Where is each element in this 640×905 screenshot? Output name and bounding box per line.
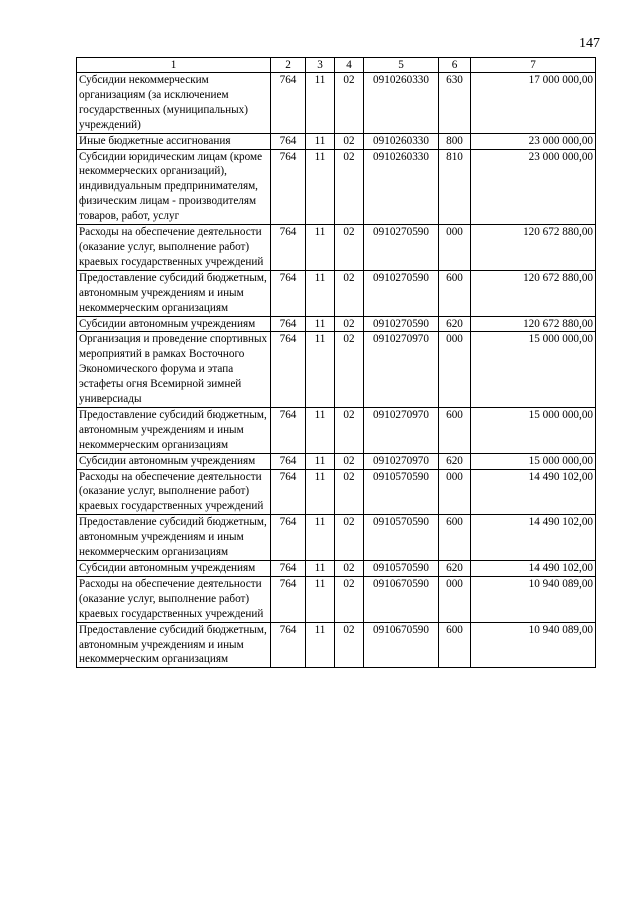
table-row xyxy=(77,316,596,332)
table-row xyxy=(77,622,596,668)
budget-table xyxy=(76,57,596,668)
subsection-code-cell: 02 xyxy=(335,453,364,469)
amount-cell: 14 490 102,00 xyxy=(471,561,596,577)
section-code-cell: 11 xyxy=(306,561,335,577)
section-code-cell: 11 xyxy=(306,407,335,453)
expense-type-cell: 800 xyxy=(439,133,471,149)
expense-name-cell: Субсидии юридическим лицам (кроме некоммерческих организаций), индивидуальным предпринимателям, физическим лицам - производителям товаров, работ, услуг xyxy=(77,149,271,225)
department-code-cell: 764 xyxy=(271,316,306,332)
expense-type-cell: 630 xyxy=(439,73,471,134)
amount-cell: 15 000 000,00 xyxy=(471,332,596,408)
subsection-code-cell: 02 xyxy=(335,149,364,225)
subsection-code-cell: 02 xyxy=(335,73,364,134)
table-row xyxy=(77,453,596,469)
expense-name-cell: Предоставление субсидий бюджетным, автономным учреждениям и иным некоммерческим организациям xyxy=(77,270,271,316)
section-code-cell: 11 xyxy=(306,453,335,469)
target-article-cell: 0910570590 xyxy=(364,469,439,515)
expense-type-cell: 620 xyxy=(439,453,471,469)
department-code-cell: 764 xyxy=(271,622,306,668)
amount-cell: 10 940 089,00 xyxy=(471,576,596,622)
department-code-cell: 764 xyxy=(271,73,306,134)
amount-cell: 17 000 000,00 xyxy=(471,73,596,134)
department-code-cell: 764 xyxy=(271,133,306,149)
expense-type-cell: 000 xyxy=(439,469,471,515)
target-article-cell: 0910270970 xyxy=(364,407,439,453)
table-row xyxy=(77,332,596,408)
table-row xyxy=(77,149,596,225)
subsection-code-cell: 02 xyxy=(335,225,364,271)
expense-name-cell: Предоставление субсидий бюджетным, автономным учреждениям и иным некоммерческим организациям xyxy=(77,622,271,668)
section-code-cell: 11 xyxy=(306,515,335,561)
table-header-row xyxy=(77,58,596,73)
expense-type-cell: 600 xyxy=(439,270,471,316)
target-article-cell: 0910270970 xyxy=(364,453,439,469)
header-col-1: 1 xyxy=(77,58,271,73)
target-article-cell: 0910270590 xyxy=(364,316,439,332)
amount-cell: 15 000 000,00 xyxy=(471,407,596,453)
department-code-cell: 764 xyxy=(271,149,306,225)
target-article-cell: 0910670590 xyxy=(364,576,439,622)
expense-name-cell: Расходы на обеспечение деятельности (оказание услуг, выполнение работ) краевых государственных учреждений xyxy=(77,225,271,271)
expense-name-cell: Расходы на обеспечение деятельности (оказание услуг, выполнение работ) краевых государственных учреждений xyxy=(77,469,271,515)
section-code-cell: 11 xyxy=(306,149,335,225)
department-code-cell: 764 xyxy=(271,453,306,469)
amount-cell: 10 940 089,00 xyxy=(471,622,596,668)
amount-cell: 23 000 000,00 xyxy=(471,133,596,149)
target-article-cell: 0910270970 xyxy=(364,332,439,408)
department-code-cell: 764 xyxy=(271,407,306,453)
table-body xyxy=(77,73,596,668)
section-code-cell: 11 xyxy=(306,576,335,622)
expense-type-cell: 000 xyxy=(439,225,471,271)
header-col-7: 7 xyxy=(471,58,596,73)
expense-name-cell: Субсидии автономным учреждениям xyxy=(77,561,271,577)
amount-cell: 120 672 880,00 xyxy=(471,270,596,316)
header-col-6: 6 xyxy=(439,58,471,73)
expense-name-cell: Субсидии автономным учреждениям xyxy=(77,316,271,332)
target-article-cell: 0910270590 xyxy=(364,270,439,316)
subsection-code-cell: 02 xyxy=(335,316,364,332)
expense-name-cell: Предоставление субсидий бюджетным, автономным учреждениям и иным некоммерческим организациям xyxy=(77,515,271,561)
section-code-cell: 11 xyxy=(306,133,335,149)
table-row xyxy=(77,515,596,561)
table-row xyxy=(77,73,596,134)
section-code-cell: 11 xyxy=(306,622,335,668)
header-col-2: 2 xyxy=(271,58,306,73)
table-row xyxy=(77,407,596,453)
expense-name-cell: Расходы на обеспечение деятельности (оказание услуг, выполнение работ) краевых государственных учреждений xyxy=(77,576,271,622)
subsection-code-cell: 02 xyxy=(335,332,364,408)
department-code-cell: 764 xyxy=(271,332,306,408)
amount-cell: 120 672 880,00 xyxy=(471,316,596,332)
target-article-cell: 0910670590 xyxy=(364,622,439,668)
section-code-cell: 11 xyxy=(306,73,335,134)
expense-name-cell: Субсидии автономным учреждениям xyxy=(77,453,271,469)
department-code-cell: 764 xyxy=(271,270,306,316)
expense-type-cell: 600 xyxy=(439,407,471,453)
amount-cell: 23 000 000,00 xyxy=(471,149,596,225)
expense-type-cell: 810 xyxy=(439,149,471,225)
expense-name-cell: Организация и проведение спортивных мероприятий в рамках Восточного Экономического форума и этапа эстафеты огня Всемирной зимней универсиады xyxy=(77,332,271,408)
expense-type-cell: 620 xyxy=(439,316,471,332)
department-code-cell: 764 xyxy=(271,515,306,561)
header-col-4: 4 xyxy=(335,58,364,73)
header-col-5: 5 xyxy=(364,58,439,73)
subsection-code-cell: 02 xyxy=(335,515,364,561)
section-code-cell: 11 xyxy=(306,270,335,316)
section-code-cell: 11 xyxy=(306,225,335,271)
target-article-cell: 0910260330 xyxy=(364,73,439,134)
expense-type-cell: 620 xyxy=(439,561,471,577)
header-col-3: 3 xyxy=(306,58,335,73)
target-article-cell: 0910570590 xyxy=(364,561,439,577)
expense-type-cell: 600 xyxy=(439,515,471,561)
subsection-code-cell: 02 xyxy=(335,561,364,577)
expense-type-cell: 000 xyxy=(439,576,471,622)
table-row xyxy=(77,469,596,515)
department-code-cell: 764 xyxy=(271,469,306,515)
subsection-code-cell: 02 xyxy=(335,407,364,453)
table-row xyxy=(77,270,596,316)
expense-type-cell: 600 xyxy=(439,622,471,668)
subsection-code-cell: 02 xyxy=(335,469,364,515)
table-row xyxy=(77,133,596,149)
amount-cell: 14 490 102,00 xyxy=(471,515,596,561)
subsection-code-cell: 02 xyxy=(335,622,364,668)
amount-cell: 14 490 102,00 xyxy=(471,469,596,515)
page-number: 147 xyxy=(579,36,600,51)
expense-type-cell: 000 xyxy=(439,332,471,408)
expense-name-cell: Предоставление субсидий бюджетным, автономным учреждениям и иным некоммерческим организациям xyxy=(77,407,271,453)
table-row xyxy=(77,576,596,622)
section-code-cell: 11 xyxy=(306,469,335,515)
expense-name-cell: Иные бюджетные ассигнования xyxy=(77,133,271,149)
target-article-cell: 0910570590 xyxy=(364,515,439,561)
department-code-cell: 764 xyxy=(271,576,306,622)
table-row xyxy=(77,225,596,271)
section-code-cell: 11 xyxy=(306,332,335,408)
subsection-code-cell: 02 xyxy=(335,133,364,149)
target-article-cell: 0910270590 xyxy=(364,225,439,271)
section-code-cell: 11 xyxy=(306,316,335,332)
expense-name-cell: Субсидии некоммерческим организациям (за исключением государственных (муниципальных) учреждений) xyxy=(77,73,271,134)
target-article-cell: 0910260330 xyxy=(364,133,439,149)
amount-cell: 120 672 880,00 xyxy=(471,225,596,271)
target-article-cell: 0910260330 xyxy=(364,149,439,225)
subsection-code-cell: 02 xyxy=(335,270,364,316)
table-row xyxy=(77,561,596,577)
department-code-cell: 764 xyxy=(271,225,306,271)
subsection-code-cell: 02 xyxy=(335,576,364,622)
amount-cell: 15 000 000,00 xyxy=(471,453,596,469)
department-code-cell: 764 xyxy=(271,561,306,577)
